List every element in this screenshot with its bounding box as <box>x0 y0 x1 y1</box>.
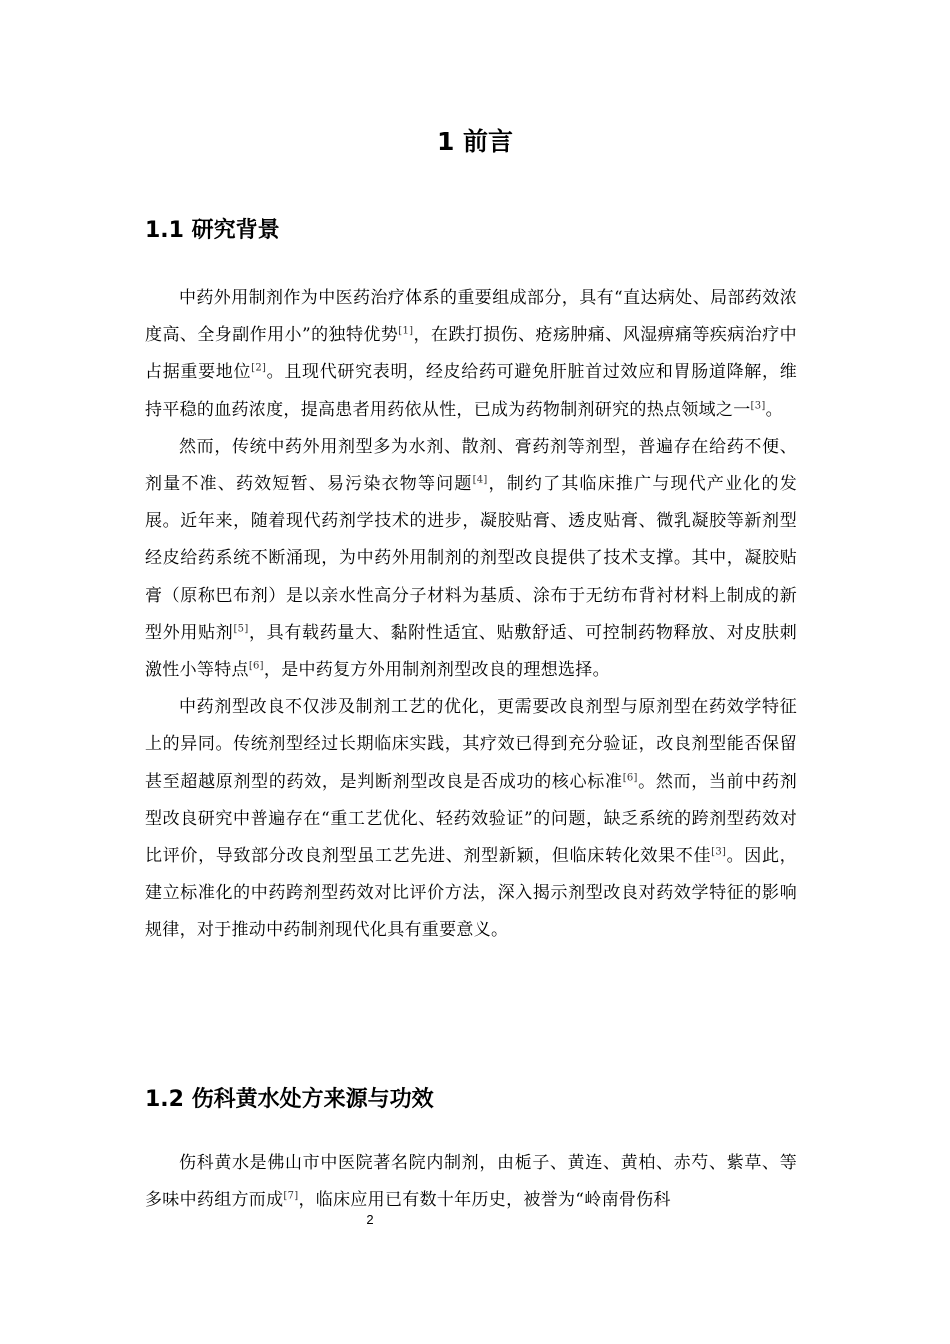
citation-ref: [2] <box>251 362 267 374</box>
citation-ref: [4] <box>472 474 488 486</box>
section-title-research-background: 1.1 研究背景 <box>145 218 280 243</box>
paragraph-text: 。因此，建立标准化的中药跨剂型药效对比评价方法，深入揭示剂型改良对药效学特征的影响规律，对于推动中药制剂现代化具有重要意义。 <box>145 846 797 941</box>
section-body-prescription-source <box>145 1145 797 1219</box>
paragraph-text: 中药剂型改良不仅涉及制剂工艺的优化，更需要改良剂型与原剂型在药效学特征上的异同。传统剂型经过长期临床实践，其疗效已得到充分验证，改良剂型能否保留甚至超越原剂型的药效，是判断剂型改良是否成功的核心标准 <box>145 697 797 792</box>
citation-ref: [5] <box>233 623 249 635</box>
body-paragraph <box>145 429 797 689</box>
chapter-title: 1 前言 <box>436 127 514 156</box>
paragraph-text: ，具有载药量大、黏附性适宜、贴敷舒适、可控制药物释放、对皮肤刺激性小等特点 <box>145 622 797 681</box>
page-number: 2 <box>366 1212 374 1227</box>
section-body-research-background <box>145 280 797 950</box>
body-paragraph <box>145 689 797 949</box>
paragraph-text: 。 <box>765 399 783 420</box>
paragraph-text: 然而，传统中药外用剂型多为水剂、散剂、膏药剂等剂型，普遍存在给药不便、剂量不准、药效短暂、易污染衣物等问题 <box>145 436 797 495</box>
citation-ref: [3] <box>750 399 766 411</box>
paragraph-text: 。且现代研究表明，经皮给药可避免肝脏首过效应和胃肠道降解，维持平稳的血药浓度，提高患者用药依从性，已成为药物制剂研究的热点领域之一 <box>145 362 797 420</box>
paragraph-text: 中药外用制剂作为中医药治疗体系的重要组成部分，具有“直达病处、局部药效浓度高、全身副作用小”的独特优势 <box>145 288 797 346</box>
paragraph-text: ，是中药复方外用制剂剂型改良的理想选择。 <box>263 660 610 681</box>
paragraph-text: 。然而，当前中药剂型改良研究中普遍存在“重工艺优化、轻药效验证”的问题，缺乏系统的跨剂型药效对比评价，导致部分改良剂型虽工艺先进、剂型新颖，但临床转化效果不佳 <box>145 771 797 867</box>
body-paragraph <box>145 1145 797 1219</box>
citation-ref: [3] <box>711 846 727 858</box>
citation-ref: [6] <box>248 660 264 672</box>
citation-ref: [6] <box>622 771 638 783</box>
paragraph-text: ，临床应用已有数十年历史，被誉为“岭南骨伤科 <box>298 1190 671 1211</box>
paragraph-text: ，制约了其临床推广与现代产业化的发展。近年来，随着现代药剂学技术的进步，凝胶贴膏、透皮贴膏、微乳凝胶等新剂型经皮给药系统不断涌现，为中药外用制剂的剂型改良提供了技术支撑。其中，凝胶贴膏（原称巴布剂）是以亲水性高分子材料为基质、涂布于无纺布背衬材料上制成的新型外用贴剂 <box>145 474 797 643</box>
citation-ref: [1] <box>398 325 414 337</box>
section-title-prescription-source: 1.2 伤科黄水处方来源与功效 <box>145 1087 434 1112</box>
paragraph-text: 伤科黄水是佛山市中医院著名院内制剂，由栀子、黄连、黄柏、赤芍、紫草、等多味中药组方而成 <box>145 1153 797 1211</box>
body-paragraph <box>145 280 797 429</box>
paragraph-text: ，在跌打损伤、疮疡肿痛、风湿痹痛等疾病治疗中占据重要地位 <box>145 325 797 383</box>
citation-ref: [7] <box>283 1190 299 1202</box>
